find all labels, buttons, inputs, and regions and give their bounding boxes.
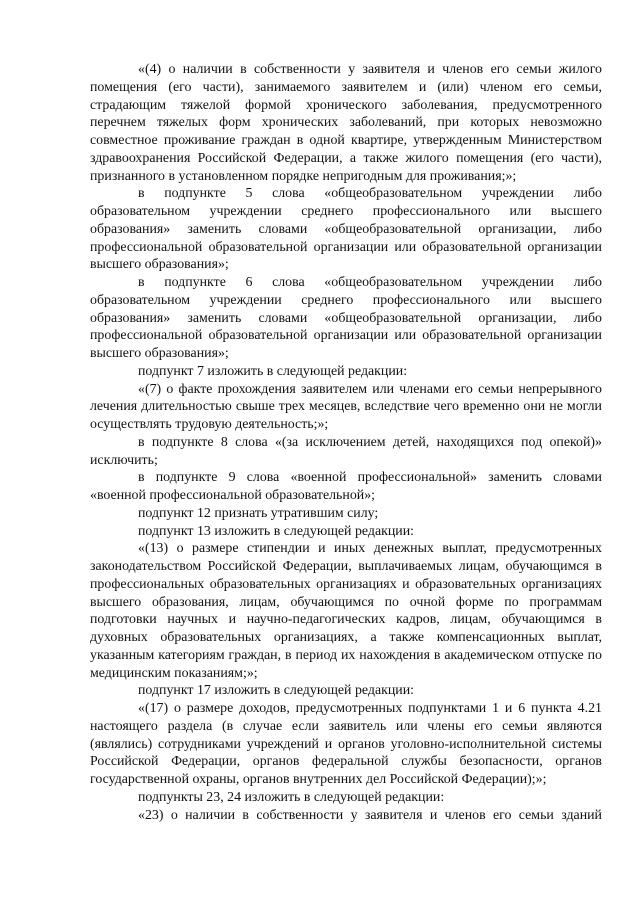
paragraph-subitem-12: подпункт 12 признать утратившим силу; — [138, 505, 379, 521]
paragraph-subitem-6: в подпункте 6 слова «общеобразовательном учреждении либо образовательном учреждении среднего профессионального или высшего образования» заменить словами «общеобразовательной организации, либо профессиональной образовательной организации или образовательной организации высшего образования»; — [90, 275, 602, 361]
paragraph-subitem-13-intro: подпункт 13 изложить в следующей редакции: — [138, 523, 415, 539]
paragraph-subitem-9: в подпункте 9 слова «военной профессиональной» заменить словами «военной профессиональной образовательной»; — [90, 470, 602, 503]
paragraph-subitem-17-intro: подпункт 17 изложить в следующей редакции: — [138, 683, 415, 699]
paragraph-subitems-23-24-intro: подпункты 23, 24 изложить в следующей редакции: — [138, 789, 445, 805]
paragraph-subitem-8: в подпункте 8 слова «(за исключением детей, находящихся под опекой)» исключить; — [90, 434, 602, 468]
paragraph-item-23-buildings: «23) о наличии в собственности у заявителя и членов его семьи зданий — [138, 807, 602, 823]
paragraph-subitem-5: в подпункте 5 слова «общеобразовательном учреждении либо образовательном учреждении среднего профессионального или высшего образования» заменить словами «общеобразовательной организации, либо профессиональной образовательной организации или образовательной организации высшего образования»; — [90, 186, 602, 273]
paragraph-subitem-7-intro: подпункт 7 изложить в следующей редакции: — [138, 363, 408, 379]
paragraph-item-4-housing: «(4) о наличии в собственности у заявителя и членов его семьи жилого помещения (его части), занимаемого заявителем и (или) членом его семьи, страдающим тяжелой формой хронического заболевания, предусмотренного перечнем тяжелых форм хронических заболеваний, при которых невозможно совместное проживание граждан в одной квартире, утвержденным Министерством здравоохранения Российской Федерации, а также жилого помещения (его части), признанного в установленном порядке непригодным для проживания;»; — [90, 62, 602, 184]
paragraph-item-13-stipend: «(13) о размере стипендии и иных денежных выплат, предусмотренных законодательством Российской Федерации, выплачиваемых лицам, обучающимся в профессиональных образовательных организациях и образовательных организациях высшего образования, лицам, обучающимся по очной форме по программам подготовки научных и научно-педагогических кадров, лицам, обучающимся в духовных образовательных организациях, а также компенсационных выплат, указанным категориям граждан, в период их нахождения в академическом отпуске по медицинским показаниям;»; — [90, 541, 602, 681]
document-page — [90, 61, 602, 824]
paragraph-item-17-income: «(17) о размере доходов, предусмотренных подпунктами 1 и 6 пункта 4.21 настоящего раздела (в случае если заявитель или члены его семьи являются (являлись) сотрудниками учреждений и органов уголовно-исполнительной системы Российской Федерации, органов федеральной службы безопасности, органов государственной охраны, органов внутренних дел Российской Федерации);»; — [90, 701, 602, 787]
paragraph-item-7-treatment: «(7) о факте прохождения заявителем или членами его семьи непрерывного лечения длительностью свыше трех месяцев, вследствие чего временно они не могли осуществлять трудовую деятельность;»; — [90, 381, 602, 432]
